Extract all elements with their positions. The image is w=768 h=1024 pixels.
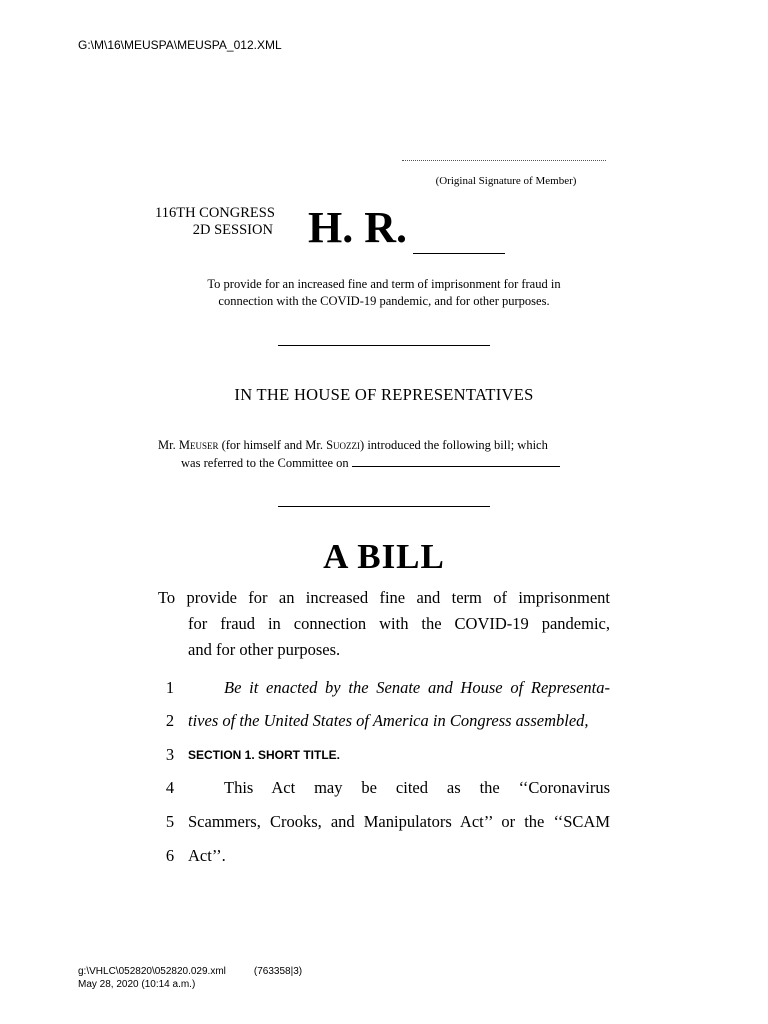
long-title-line: and for other purposes. — [188, 640, 341, 659]
divider-rule — [278, 345, 490, 346]
congress-label: 116TH CONGRESS — [155, 205, 275, 221]
section-text-line: Scammers, Crooks, and Manipulators Act’’ or the ‘‘SCAM — [188, 812, 610, 831]
introduction-paragraph — [158, 437, 618, 472]
intro-text: ) introduced the following bill; which — [360, 438, 548, 452]
cosponsor-name: Suozzi — [326, 438, 361, 452]
line-number: 3 — [165, 745, 175, 764]
footer-doc-id: (763358|3) — [253, 966, 303, 977]
intro-text: was referred to the Committee on — [181, 456, 352, 470]
signature-line — [402, 160, 606, 161]
congress-session-block — [155, 205, 275, 239]
bill-number-heading: H. R. — [308, 203, 407, 252]
line-number: 1 — [165, 678, 175, 697]
intro-text: Mr. — [158, 438, 179, 452]
line-number: 6 — [165, 846, 175, 865]
session-label: 2D SESSION — [192, 222, 273, 238]
footer-date: May 28, 2020 (10:14 a.m.) — [78, 979, 196, 990]
short-purpose-line: connection with the COVID-19 pandemic, and for other purposes. — [218, 294, 550, 308]
short-purpose-line: To provide for an increased fine and term of imprisonment for fraud in — [207, 277, 561, 291]
line-number: 5 — [165, 812, 175, 831]
bill-number-blank — [413, 253, 505, 254]
intro-text: (for himself and Mr. — [218, 438, 327, 452]
long-title-line: To provide for an increased fine and term of imprisonment — [158, 588, 610, 607]
footer-file-path: g:\VHLC\052820\052820.029.xml — [78, 966, 226, 977]
line-number: 4 — [165, 778, 175, 797]
a-bill-heading: A BILL — [323, 537, 445, 576]
section-text-line: This Act may be cited as the ‘‘Coronavirus — [224, 778, 610, 797]
long-title-line: for fraud in connection with the COVID-19 pandemic, — [188, 614, 610, 633]
line-number: 2 — [165, 711, 175, 730]
sponsor-name: Meuser — [178, 438, 219, 452]
file-path: G:\M\16\MEUSPA\MEUSPA_012.XML — [78, 38, 282, 52]
long-title — [158, 585, 610, 663]
committee-blank — [352, 454, 560, 467]
chamber-heading: IN THE HOUSE OF REPRESENTATIVES — [234, 385, 534, 404]
introduction-line — [158, 437, 618, 454]
divider-rule — [278, 506, 490, 507]
section-text-line: Act’’. — [188, 846, 226, 865]
footer-file-line — [78, 966, 302, 977]
enacting-clause-line: tives of the United States of America in Congress assembled, — [188, 711, 589, 730]
section-heading: SECTION 1. SHORT TITLE. — [188, 748, 341, 762]
introduction-line — [158, 454, 618, 472]
short-purpose — [165, 276, 603, 310]
enacting-clause-line: Be it enacted by the Senate and House of Representa- — [224, 678, 610, 697]
signature-caption: (Original Signature of Member) — [435, 175, 577, 187]
